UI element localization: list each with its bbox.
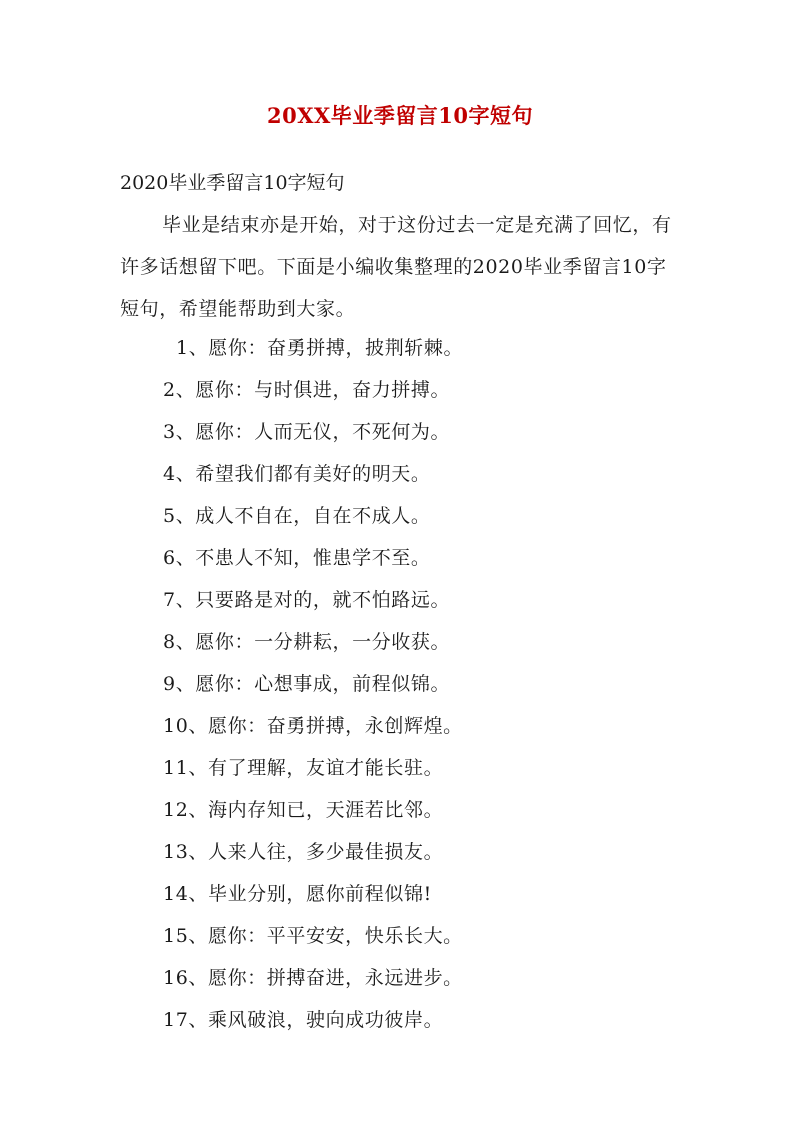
list-item: 15、愿你：平平安安，快乐长大。 <box>163 925 463 947</box>
list-item: 11、有了理解，友谊才能长驻。 <box>163 757 444 779</box>
list-item: 13、人来人往，多少最佳损友。 <box>163 841 444 863</box>
message-list <box>0 327 463 1041</box>
list-item: 3、愿你：人而无仪，不死何为。 <box>163 421 451 443</box>
document-title: 20XX毕业季留言10字短句 <box>266 103 534 128</box>
list-item: 7、只要路是对的，就不怕路远。 <box>163 589 451 611</box>
list-item: 17、乘风破浪，驶向成功彼岸。 <box>163 1009 444 1031</box>
list-item: 12、海内存知已，天涯若比邻。 <box>163 799 444 821</box>
list-item: 14、毕业分别，愿你前程似锦! <box>163 883 432 905</box>
list-item: 8、愿你：一分耕耘，一分收获。 <box>163 631 451 653</box>
list-item: 5、成人不自在，自在不成人。 <box>163 505 431 527</box>
list-item: 4、希望我们都有美好的明天。 <box>163 463 431 485</box>
intro-paragraph: 毕业是结束亦是开始，对于这份过去一定是充满了回忆，有许多话想留下吧。下面是小编收集整理的2020毕业季留言10字短句，希望能帮助到大家。 <box>120 214 672 320</box>
list-item: 2、愿你：与时俱进，奋力拼搏。 <box>163 379 451 401</box>
list-item: 1、愿你：奋勇拼搏，披荆斩棘。 <box>176 337 464 359</box>
document-subtitle: 2020毕业季留言10字短句 <box>120 172 345 194</box>
list-item: 10、愿你：奋勇拼搏，永创辉煌。 <box>163 715 463 737</box>
list-item: 6、不患人不知，惟患学不至。 <box>163 547 431 569</box>
list-item: 16、愿你：拼搏奋进，永远进步。 <box>163 967 463 989</box>
list-item: 9、愿你：心想事成，前程似锦。 <box>163 673 451 695</box>
